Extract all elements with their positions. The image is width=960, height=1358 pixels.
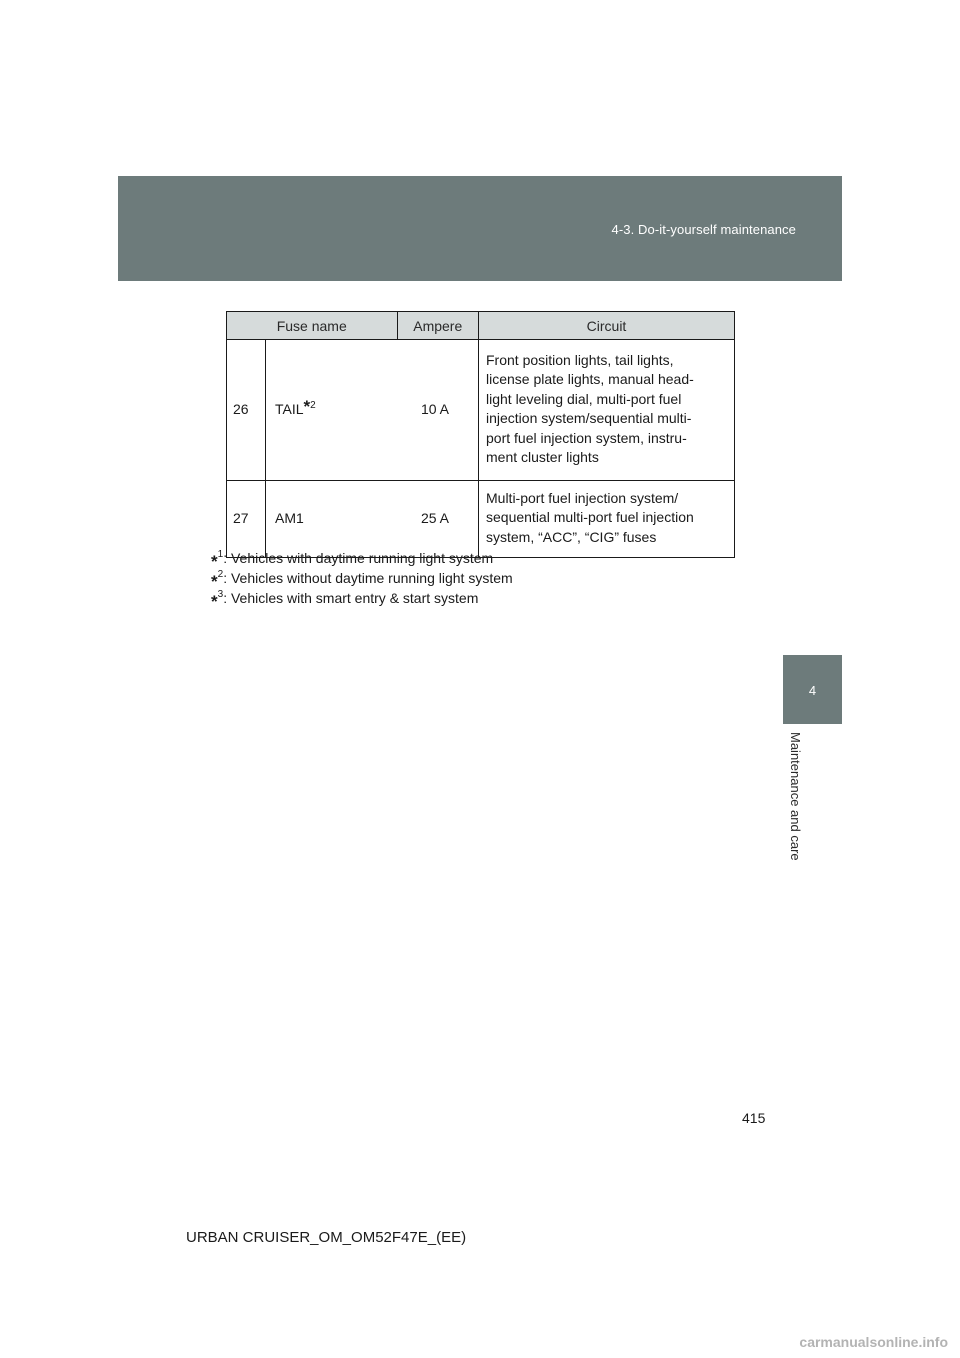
circuit-line: license plate lights, manual head- [486, 371, 694, 387]
header-band [118, 176, 842, 281]
chapter-tab [783, 655, 842, 724]
footnote-number: 2 [217, 569, 224, 580]
footnote-text: : Vehicles without daytime running light system [223, 570, 513, 586]
section-title: 4-3. Do-it-yourself maintenance [611, 222, 796, 237]
fuse-table [226, 311, 735, 558]
footnote-reference [303, 397, 316, 417]
column-header-ampere: Ampere [397, 312, 479, 340]
table-row [227, 340, 735, 481]
footnote-star: * [211, 592, 218, 611]
fuse-name: TAIL [275, 401, 304, 418]
fuse-ampere: 10 A [397, 340, 479, 481]
footnote [211, 588, 513, 611]
fuse-circuit [479, 340, 735, 481]
circuit-line: system, “ACC”, “CIG” fuses [486, 528, 657, 545]
fuse-number: 27 [227, 481, 266, 558]
circuit-line: Front position lights, tail lights, [486, 351, 674, 368]
footnote-reference-number: 2 [310, 400, 316, 412]
circuit-line: port fuel injection system, instru- [486, 429, 687, 446]
footnote-star: * [211, 552, 218, 571]
footnote-number: 3 [217, 589, 224, 600]
fuse-circuit [479, 481, 735, 558]
table-row [227, 481, 735, 558]
circuit-line: Multi-port fuel injection system/ [486, 489, 679, 506]
chapter-number: 4 [808, 683, 817, 698]
footnote [211, 548, 513, 571]
fuse-name: AM1 [266, 481, 398, 558]
fuse-name-cell [266, 340, 398, 481]
fuse-ampere: 25 A [397, 481, 479, 558]
footnote-star: * [303, 397, 311, 417]
footnote [211, 568, 513, 591]
footnote-number: 1 [217, 549, 224, 560]
footnote-text: : Vehicles with smart entry & start system [223, 590, 479, 606]
column-header-circuit: Circuit [479, 312, 735, 340]
chapter-label: Maintenance and care [788, 732, 803, 861]
circuit-line: light leveling dial, multi-port fuel [486, 390, 682, 407]
footnote-star: * [211, 572, 218, 591]
fuse-number: 26 [227, 340, 266, 481]
table-header-row [227, 312, 735, 340]
footnote-text: : Vehicles with daytime running light system [223, 550, 494, 566]
circuit-line: ment cluster lights [486, 449, 599, 465]
circuit-line: sequential multi-port fuel injection [486, 509, 694, 526]
watermark: carmanualsonline.info [799, 1334, 948, 1350]
page-number: 415 [742, 1110, 766, 1126]
circuit-line: injection system/sequential multi- [486, 410, 692, 426]
footnotes [211, 548, 513, 611]
column-header-fuse-name: Fuse name [227, 312, 398, 340]
document-id: URBAN CRUISER_OM_OM52F47E_(EE) [186, 1229, 467, 1246]
